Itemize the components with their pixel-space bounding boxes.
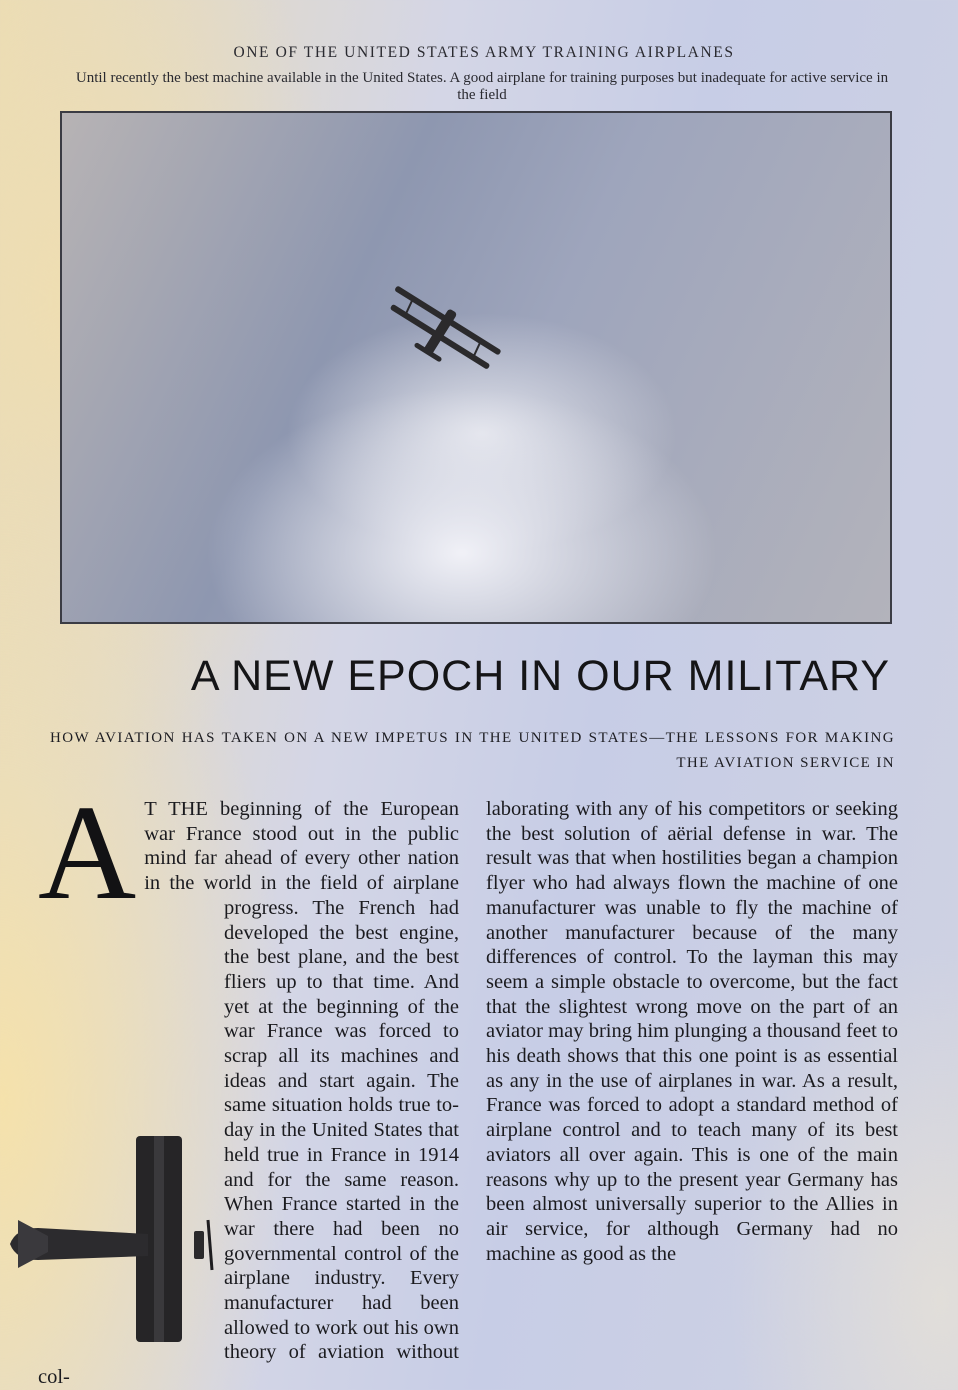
drop-cap: A bbox=[38, 778, 137, 928]
overhead-airplane-image bbox=[8, 1136, 223, 1342]
biplane-photo bbox=[60, 111, 892, 624]
photo-caption-text: Until recently the best machine available in the United States. A good airplane for training purposes but inadequate for active service in the field bbox=[75, 70, 889, 103]
article-column-2 bbox=[486, 797, 898, 1266]
article-headline: A NEW EPOCH IN OUR MILITARY bbox=[190, 652, 890, 700]
column-1-text: T THE beginning of the European war France stood out in the public mind far ahead of every other nation in the world in the field of airplane progress. The French had developed the best engine, the best plane, and the best fliers up to that time. And yet at the beginning of the war France was forced to scrap all its machines and ideas and start again. The same situation holds true to-day in the United States that held true in France in 1914 and for the same reason. When France started in the war there had been no governmental control of the airplane industry. Every manufacturer had been allowed to work out his own theory of aviation without col- bbox=[38, 798, 459, 1389]
column-2-text: laborating with any of his competitors or seeking the best solution of aërial defense in war. The result was that when hostilities began a champion flyer who had always flown the machine of one manufacturer was unable to fly the machine of another manufacturer because of the many differences of control. To the layman this may seem a simple obstacle to overcome, but the fact that the slightest wrong move on the part of an aviator may bring him plunging a thousand feet to his death shows that this one point is as essential as any in the use of airplanes in war. As a result, France was forced to adopt a standard method of airplane control and to teach many of its best aviators all over again. This is one of the main reasons why up to the present year Germany has been almost universally superior to the Allies in air service, for although Germany had no machine as good as the bbox=[486, 798, 898, 1265]
article-subheadline: HOW AVIATION HAS TAKEN ON A NEW IMPETUS IN THE UNITED STATES—THE LESSONS FOR MAKING THE AVIATION SERVICE IN bbox=[50, 730, 895, 771]
photo-caption-title: ONE OF THE UNITED STATES ARMY TRAINING AIRPLANES bbox=[233, 44, 735, 61]
airplane-top-view-illustration bbox=[8, 1136, 223, 1342]
biplane-in-sky-illustration bbox=[62, 113, 890, 622]
